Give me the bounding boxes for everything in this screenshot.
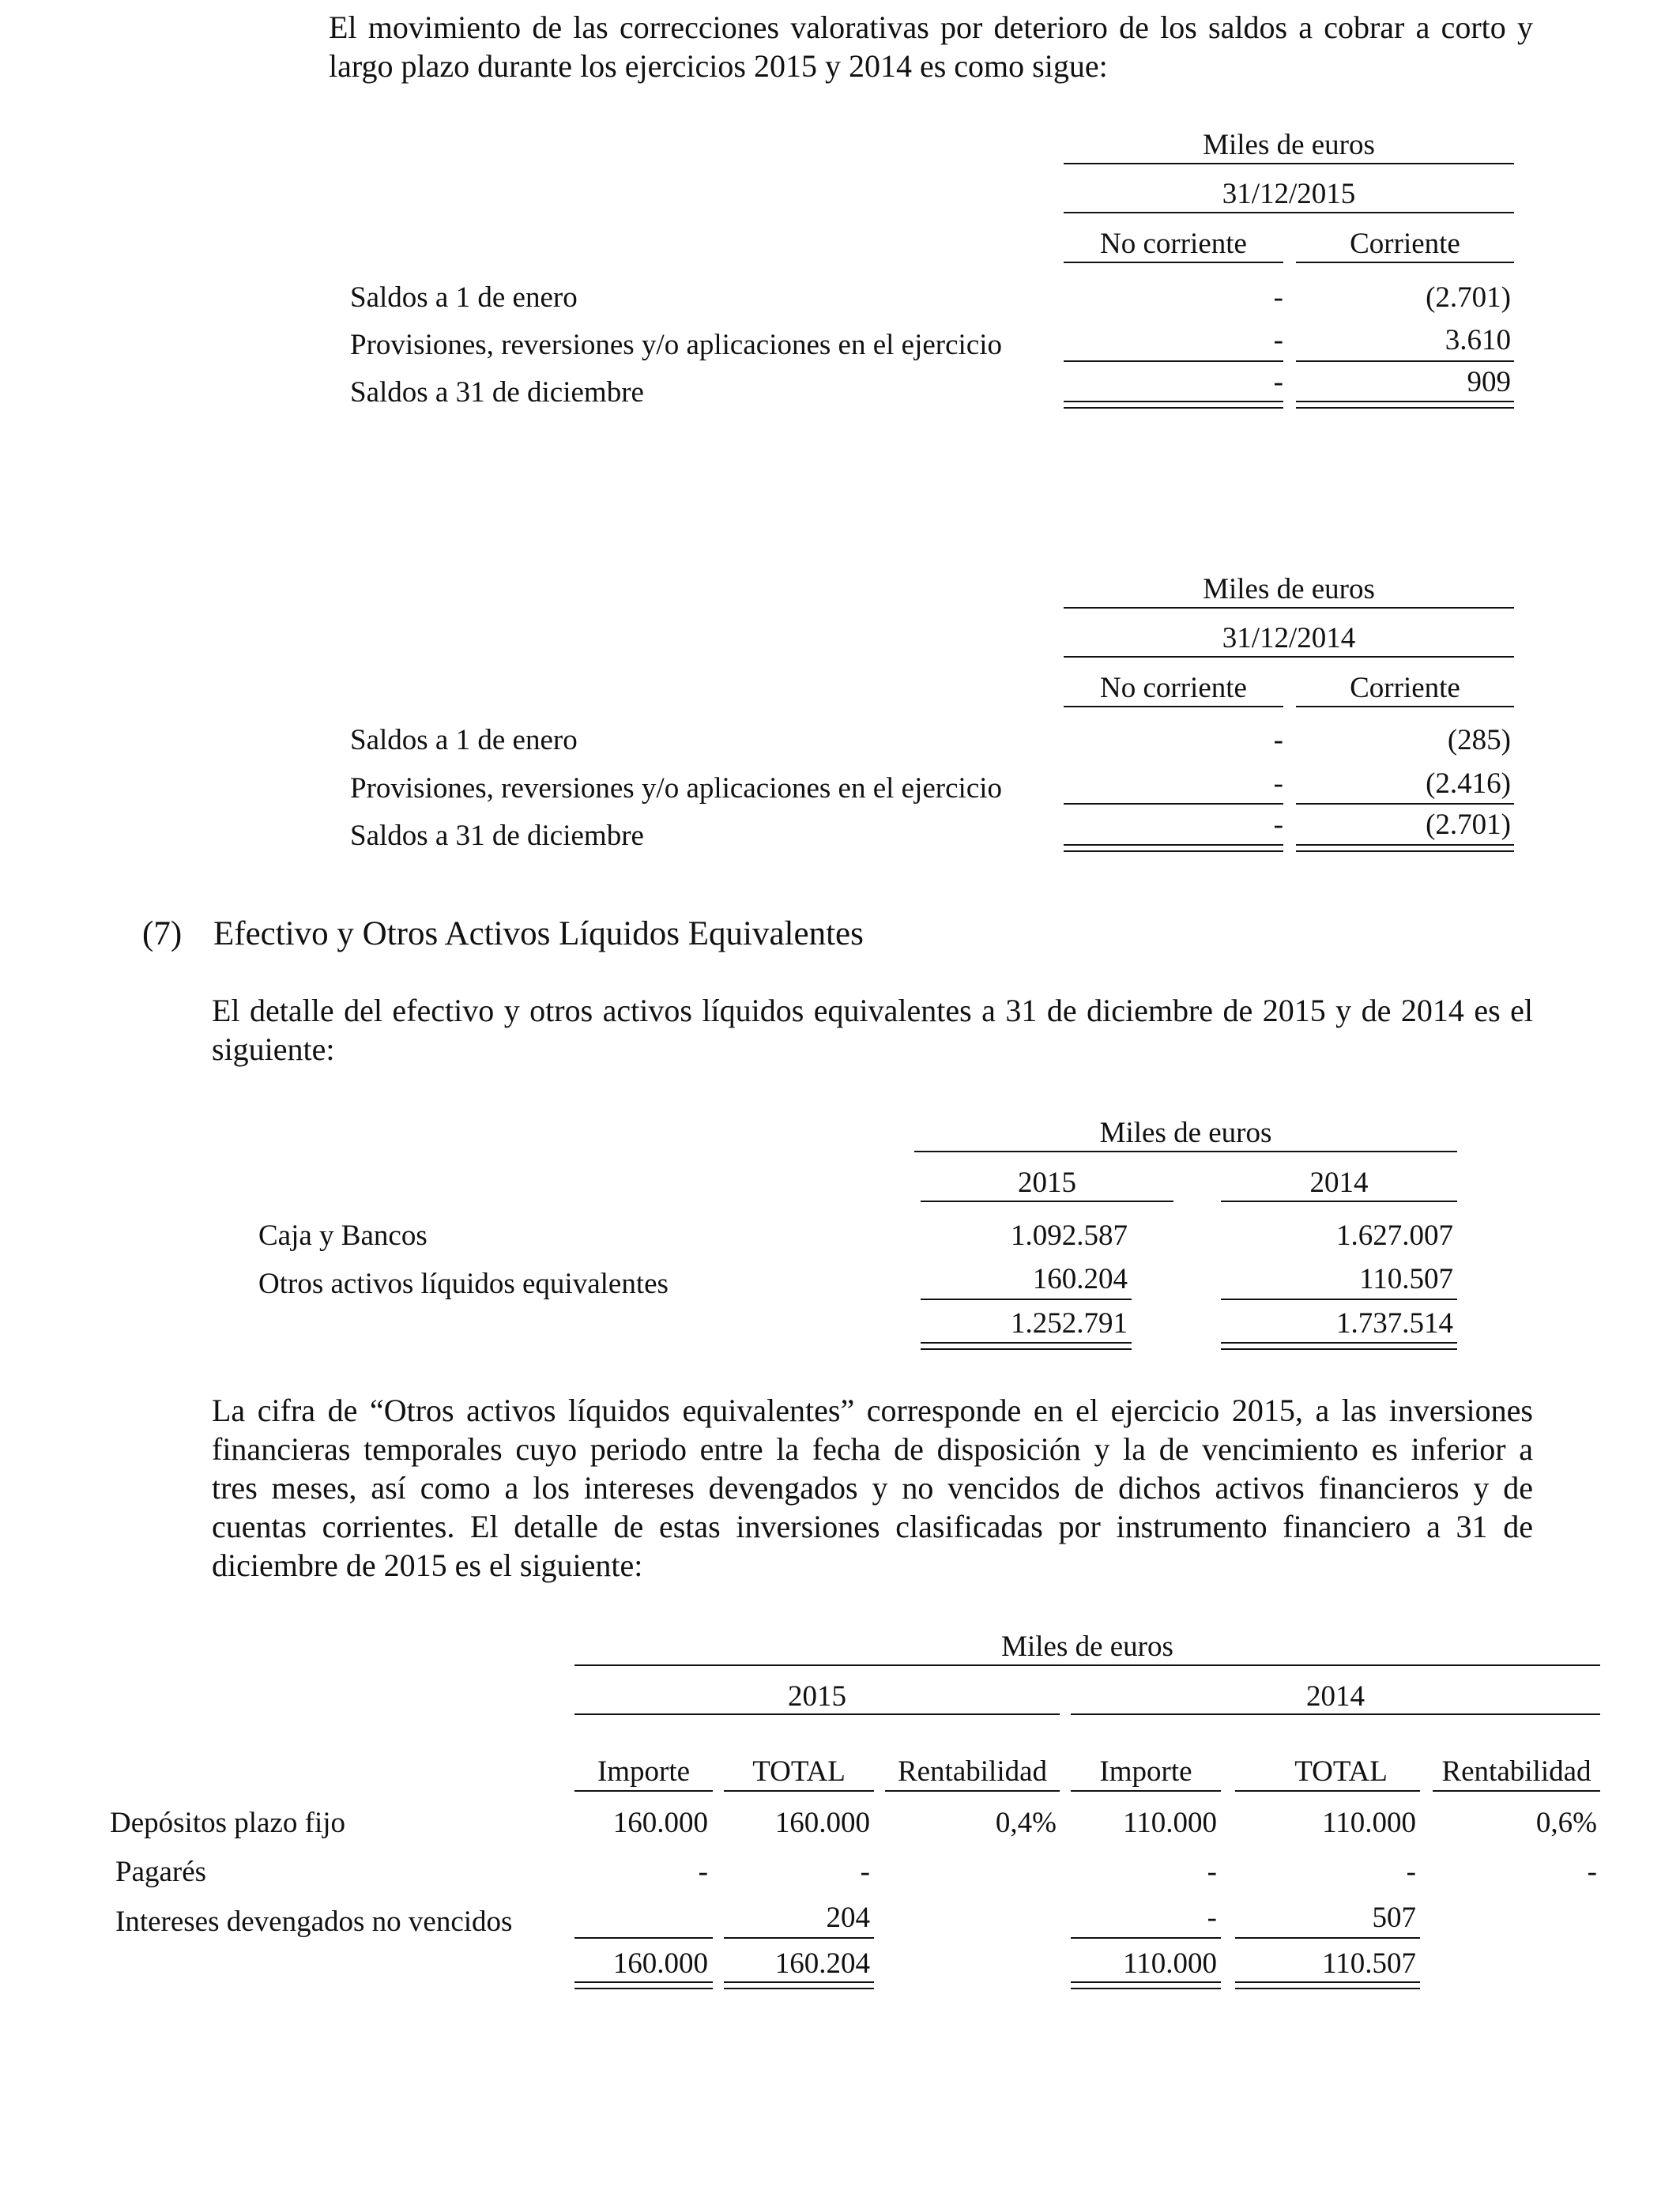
paragraph-line-2: financieras temporales cuyo periodo entre la fecha de disposición y la de vencimiento es inferior a: [212, 1431, 1533, 1467]
table-header-unit: Miles de euros: [1099, 1117, 1272, 1149]
cell-corriente: (2.416): [1426, 767, 1511, 800]
cell-no-corriente: -: [1273, 281, 1283, 314]
column-header-rule: [1433, 1790, 1600, 1792]
subtotal-rule: [1235, 1937, 1420, 1939]
column-header-rule: [1221, 1201, 1457, 1202]
column-header-no-corriente: No corriente: [1100, 672, 1247, 704]
column-header-rule: [885, 1790, 1060, 1792]
row-label: Caja y Bancos: [258, 1220, 428, 1252]
column-header-total: TOTAL: [1294, 1755, 1388, 1788]
section-title: Efectivo y Otros Activos Líquidos Equivalentes: [213, 915, 864, 952]
header-rule: [1064, 656, 1514, 658]
total-double-rule: [1221, 1342, 1457, 1350]
subtotal-rule: [1064, 803, 1283, 805]
header-rule: [574, 1664, 1600, 1666]
header-rule: [1064, 607, 1514, 609]
row-label: Intereses devengados no vencidos: [115, 1906, 513, 1938]
intro-line-1: El movimiento de las correcciones valorativas por deterioro de los saldos a cobrar a corto y: [329, 9, 1533, 45]
column-header-rule: [1064, 706, 1283, 707]
cell-importe-2014: -: [1207, 1856, 1217, 1888]
cell-total-2015: 160.000: [774, 1807, 870, 1839]
intro-paragraph: [329, 8, 1533, 85]
cell-importe-2015: -: [698, 1856, 708, 1888]
total-double-rule: [1071, 1981, 1221, 1989]
total-double-rule: [574, 1981, 713, 1989]
cell-2014: 110.507: [1359, 1263, 1453, 1295]
year-header-2014: 2014: [1306, 1680, 1365, 1713]
table-header-date: 31/12/2015: [1222, 178, 1356, 210]
column-header-total: TOTAL: [752, 1755, 846, 1788]
column-header-rule: [574, 1790, 713, 1792]
total-double-rule: [1064, 401, 1283, 409]
cell-rentabilidad-2015: 0,4%: [995, 1807, 1057, 1839]
row-label: Otros activos líquidos equivalentes: [258, 1268, 669, 1300]
subtotal-rule: [1071, 1937, 1221, 1939]
year-header-rule: [1071, 1713, 1600, 1715]
paragraph-line-4: cuentas corrientes. El detalle de estas inversiones clasificadas por instrumento financiero a 31 de: [212, 1509, 1533, 1544]
row-label: Saldos a 1 de enero: [350, 281, 578, 314]
cell-total-2014: -: [1406, 1856, 1416, 1888]
table-header-unit: Miles de euros: [1203, 129, 1375, 161]
row-label: Saldos a 31 de diciembre: [350, 376, 644, 409]
table-header-unit: Miles de euros: [1203, 573, 1375, 605]
intro-line-2: largo plazo durante los ejercicios 2015 y 2014 es como sigue:: [329, 48, 1108, 84]
subtotal-rule: [574, 1937, 713, 1939]
total-total-2015: 160.204: [774, 1947, 870, 1980]
subtotal-rule: [1296, 803, 1514, 805]
column-header-rentabilidad: Rentabilidad: [897, 1755, 1048, 1788]
column-header-rule: [921, 1201, 1173, 1202]
row-label: Provisiones, reversiones y/o aplicaciones en el ejercicio: [350, 772, 1003, 805]
total-importe-2014: 110.000: [1123, 1947, 1217, 1980]
header-rule: [1064, 163, 1514, 164]
year-header-2015: 2015: [788, 1680, 846, 1713]
column-header-rule: [1296, 262, 1514, 263]
cell-corriente: (285): [1447, 724, 1511, 756]
cell-importe-2015: 160.000: [612, 1807, 708, 1839]
cell-no-corriente: -: [1273, 809, 1283, 841]
cell-no-corriente: -: [1273, 324, 1283, 356]
cell-2015: 1.092.587: [1011, 1220, 1128, 1252]
total-double-rule: [1296, 401, 1514, 409]
paragraph-line-3: tres meses, así como a los intereses devengados y no vencidos de dichos activos financieros y de: [212, 1470, 1533, 1506]
cell-importe-2014: 110.000: [1123, 1807, 1217, 1839]
column-header-2015: 2015: [1018, 1167, 1076, 1199]
paragraph-line-5: diciembre de 2015 es el siguiente:: [212, 1547, 643, 1583]
column-header-importe: Importe: [597, 1755, 691, 1788]
subtotal-rule: [921, 1299, 1132, 1300]
cell-corriente: (2.701): [1426, 809, 1511, 841]
column-header-rule: [1235, 1790, 1420, 1792]
row-label: Depósitos plazo fijo: [110, 1807, 346, 1839]
column-header-importe: Importe: [1099, 1755, 1192, 1788]
cell-corriente: 3.610: [1445, 324, 1511, 356]
cell-2014: 1.627.007: [1336, 1220, 1453, 1252]
column-header-no-corriente: No corriente: [1100, 228, 1247, 260]
column-header-2014: 2014: [1309, 1167, 1369, 1199]
subtotal-rule: [1296, 360, 1514, 362]
cell-total-2014: 507: [1372, 1902, 1416, 1934]
header-rule: [1064, 212, 1514, 213]
cell-2015: 160.204: [1032, 1263, 1128, 1295]
row-label: Pagarés: [115, 1856, 207, 1888]
column-header-corriente: Corriente: [1350, 672, 1460, 704]
cell-total-2015: -: [860, 1856, 870, 1888]
row-label: Provisiones, reversiones y/o aplicaciones en el ejercicio: [350, 329, 1003, 361]
column-header-rule: [1296, 706, 1514, 707]
total-importe-2015: 160.000: [612, 1947, 708, 1980]
subtotal-rule: [1064, 360, 1283, 362]
section-intro-line-2: siguiente:: [212, 1031, 335, 1067]
cell-importe-2014: -: [1207, 1902, 1217, 1934]
cell-corriente: 909: [1467, 366, 1511, 398]
year-header-rule: [574, 1713, 1060, 1715]
total-total-2014: 110.507: [1322, 1947, 1416, 1980]
subtotal-rule: [724, 1937, 874, 1939]
paragraph-line-1: La cifra de “Otros activos líquidos equivalentes” corresponde en el ejercicio 2015, a las inversiones: [212, 1393, 1533, 1428]
cell-no-corriente: -: [1273, 366, 1283, 398]
column-header-corriente: Corriente: [1350, 228, 1460, 260]
subtotal-rule: [1221, 1299, 1457, 1300]
table-header-unit: Miles de euros: [1001, 1630, 1173, 1663]
total-double-rule: [1235, 1981, 1420, 1989]
total-double-rule: [1296, 844, 1514, 852]
section-intro-paragraph: [212, 991, 1533, 1069]
table-header-date: 31/12/2014: [1222, 622, 1356, 654]
cell-no-corriente: -: [1273, 767, 1283, 800]
total-double-rule: [1064, 844, 1283, 852]
total-2015: 1.252.791: [1011, 1307, 1128, 1340]
section-intro-line-1: El detalle del efectivo y otros activos líquidos equivalentes a 31 de diciembre de 2015 y de 2014 es el: [212, 993, 1533, 1028]
total-2014: 1.737.514: [1336, 1307, 1453, 1340]
cell-rentabilidad-2014: -: [1587, 1856, 1597, 1888]
header-rule: [914, 1151, 1457, 1152]
row-label: Saldos a 1 de enero: [350, 724, 578, 756]
section-number: (7): [142, 915, 183, 952]
total-double-rule: [921, 1342, 1132, 1350]
column-header-rule: [1071, 1790, 1221, 1792]
cell-no-corriente: -: [1273, 724, 1283, 756]
column-header-rule: [1064, 262, 1283, 263]
cell-corriente: (2.701): [1426, 281, 1511, 314]
cell-total-2015: 204: [826, 1902, 870, 1934]
row-label: Saldos a 31 de diciembre: [350, 820, 644, 852]
investments-paragraph: [212, 1391, 1533, 1585]
column-header-rule: [724, 1790, 874, 1792]
column-header-rentabilidad: Rentabilidad: [1441, 1755, 1591, 1788]
cell-rentabilidad-2014: 0,6%: [1535, 1807, 1597, 1839]
cell-total-2014: 110.000: [1322, 1807, 1416, 1839]
total-double-rule: [724, 1981, 874, 1989]
